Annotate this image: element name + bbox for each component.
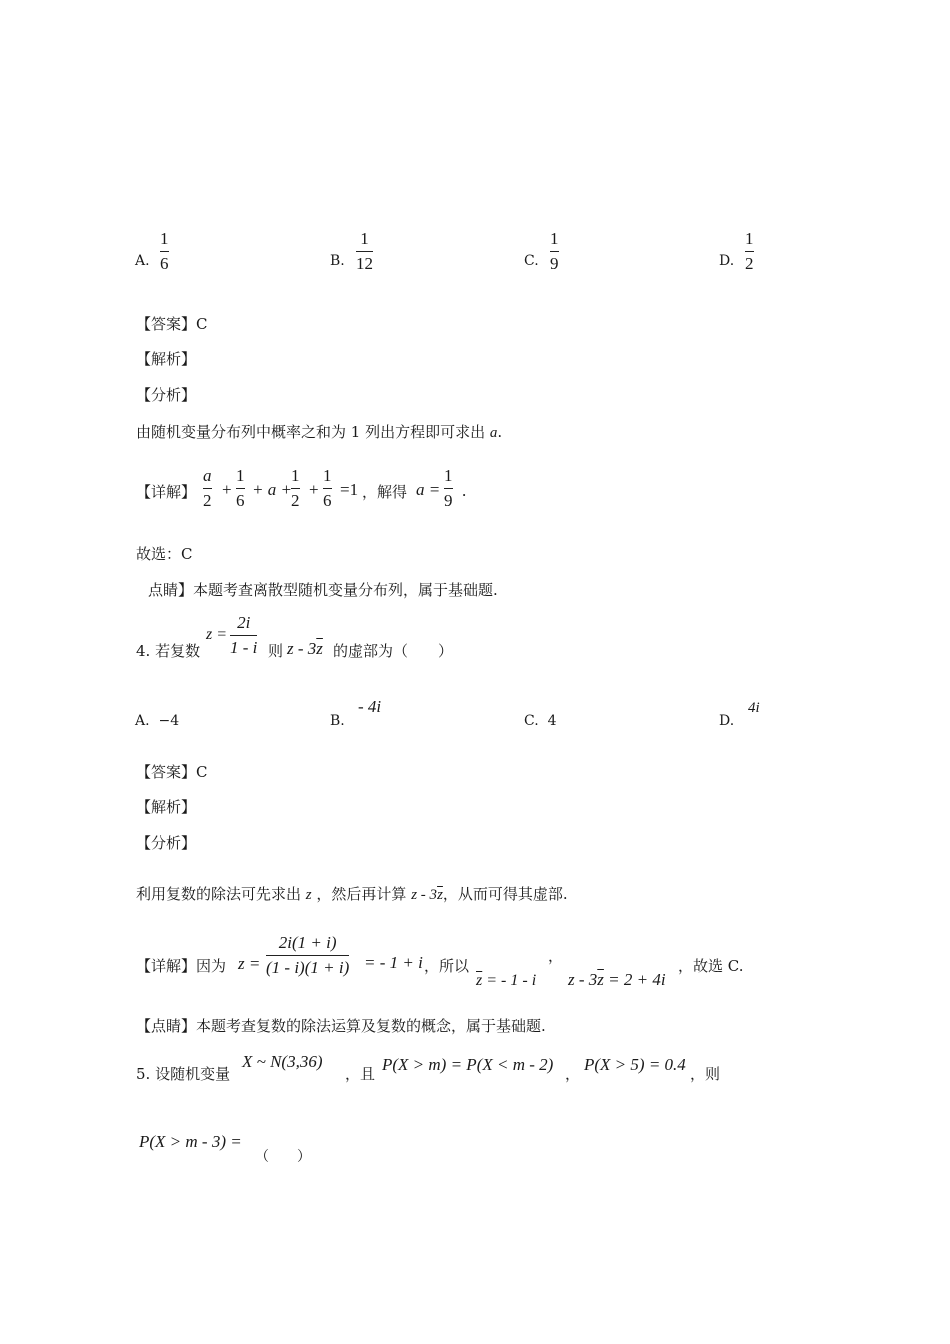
q3-detail-end: . [462,481,467,500]
q3-detail-eq1: =1 [340,480,359,499]
q4-option-c: C. 4 [524,713,557,729]
q3-detail-plus-1: + [222,480,232,499]
q5-paren: （ ） [255,1149,311,1165]
q4-detail-suoyi: ，所以 [424,957,470,975]
q4-answer: 【答案】C [136,763,208,781]
q3-detail-frac-4: 1 6 [323,466,332,510]
q4-option-d-value: 4i [748,700,760,716]
q3-answer: 【答案】C [136,315,208,333]
q4-jiexi: 【解析】 [136,798,197,816]
q3-option-c-fraction: 1 9 [550,229,559,273]
q3-option-d-label: D. [719,253,735,269]
q3-detail-frac-3: 1 2 [291,466,300,510]
q3-detail-a-eq: a = [416,480,441,499]
q3-xiangjie-tag: 【详解】 [136,483,197,501]
q3-detail-frac-5: 1 9 [444,466,453,510]
q3-option-d-fraction: 1 2 [745,229,754,273]
q4-stem-suffix: 的虚部为（ ） [333,642,454,660]
q5-qie: ，且 [345,1065,376,1083]
q4-detail-expr2: $z - 3\overline{z} = 2 + 4i$ [568,970,666,989]
q4-expr: z - $3\overline{z}$ [287,639,323,658]
q3-option-a-label: A. [135,253,150,269]
q4-stem-fraction: 2i 1 - i [230,613,258,657]
q3-detail-plus-a: + a + [252,480,292,499]
q4-z-eq: z = [206,626,228,643]
q3-detail-frac-1: a 2 [203,466,212,510]
q3-detail-frac-2: 1 6 [236,466,245,510]
q5-dist: X ~ N(3,36) [242,1052,323,1071]
q3-option-b-label: B. [330,253,345,269]
q4-xiangjie-tag: 【详解】因为 [136,957,227,975]
q3-dianjing: 点睛】本题考查离散型随机变量分布列，属于基础题. [148,581,498,599]
q4-detail-fraction: 2i(1 + i) (1 - i)(1 + i) [266,933,350,977]
q4-stem-prefix: 4. 若复数 [136,642,201,660]
q4-detail-z: z = [238,954,261,973]
q3-fenxi-text: 由随机变量分布列中概率之和为 1 列出方程即可求出 a. [136,423,503,441]
q4-fenxi-text: 利用复数的除法可先求出 z ，然后再计算 z - $3\overline{z}$，从而可得其虚部. [136,885,568,903]
q4-option-b-label: B. [330,713,345,729]
q5-ask: P(X > m - 3) = [139,1132,242,1151]
q4-option-a: A. −4 [135,713,180,729]
q5-comma: ， [565,1065,581,1083]
q4-detail-comma-1: ， [548,947,564,965]
q4-dianjing: 【点睛】本题考查复数的除法运算及复数的概念，属于基础题. [136,1017,546,1035]
q5-ze: ，则 [690,1065,721,1083]
q4-detail-zbar: $\overline{z}$ = - 1 - i [476,972,537,989]
q3-option-b-fraction: 1 12 [356,229,373,273]
q5-p-eq: P(X > m) = P(X < m - 2) [382,1055,554,1074]
q4-detail-result: = - 1 + i [364,953,423,972]
q5-p5: P(X > 5) = 0.4 [584,1055,686,1074]
q4-option-d-label: D. [719,713,735,729]
q4-detail-choose: ，故选 C. [678,957,744,975]
q3-detail-solve: ，解得 [362,483,408,501]
q3-fenxi: 【分析】 [136,386,197,404]
q4-option-b-value: - 4i [358,697,382,716]
q5-stem-prefix: 5. 设随机变量 [136,1065,231,1083]
q3-choose: 故选：C [136,545,193,563]
q3-detail-plus-3: + [309,480,319,499]
q3-option-c-label: C. [524,253,539,269]
q4-then: 则 [268,642,284,660]
q4-fenxi: 【分析】 [136,834,197,852]
q3-option-a-fraction: 1 6 [160,229,169,273]
q3-jiexi: 【解析】 [136,350,197,368]
